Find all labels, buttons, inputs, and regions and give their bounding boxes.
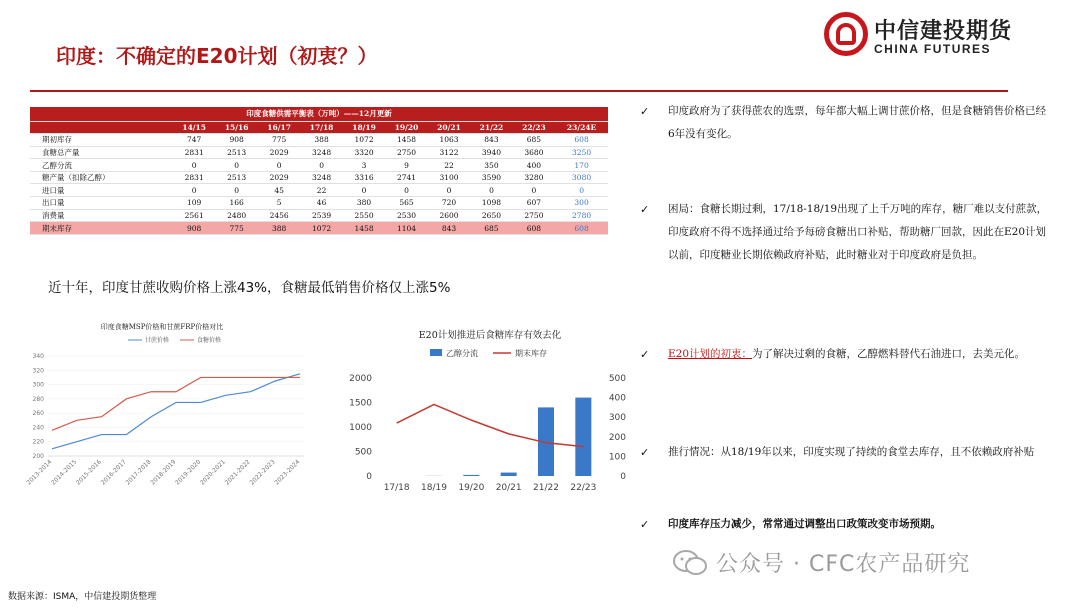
data-source-note: 数据来源：ISMA，中信建投期货整理: [8, 592, 157, 602]
bullet-2-text: 困局：食糖长期过剩，17/18-18/19出现了上千万吨的库存，糖厂难以支付蔗款，印度政府不得不选择通过给予每磅食糖出口补贴，帮助糖厂回款，因此在E20计划以前，印度糖业长期依赖政府补贴，此时糖业对于印度政府是负担。: [668, 203, 1048, 261]
bullet-1: [640, 100, 1050, 146]
table-header-cell: 16/17: [258, 121, 300, 134]
chart1-y-tick: 280: [32, 395, 44, 403]
chart1-series-line-1: [52, 374, 300, 449]
msp-frp-price-chart: [12, 318, 312, 498]
chart2-left-tick: 0: [366, 472, 372, 482]
chart1-x-tick: 2015-2016: [74, 458, 104, 487]
table-header-cell: 22/23: [513, 121, 555, 134]
table-cell: 5: [258, 197, 300, 210]
table-cell: 775: [215, 222, 257, 235]
table-cell: 720: [428, 197, 470, 210]
table-cell: 608: [513, 222, 555, 235]
chart1-legend-series-1: 甘蔗价格: [145, 337, 170, 344]
table-cell: 2780: [555, 209, 608, 222]
price-headline: 近十年，印度甘蔗收购价格上涨43%，食糖最低销售价格仅上涨5%: [48, 280, 451, 296]
table-cell: 3680: [513, 146, 555, 159]
table-cell: 2480: [215, 209, 257, 222]
table-cell: 9: [385, 159, 427, 172]
page-title: 印度：不确定的E20计划（初衷？）: [56, 44, 378, 68]
bullet-5-text: 印度库存压力减少，常常通过调整出口政策改变市场预期。: [668, 518, 941, 530]
table-row-label: 糖产量（扣除乙醇）: [30, 171, 173, 184]
table-row: [30, 222, 608, 235]
table-row-label: 进口量: [30, 184, 173, 197]
table-cell: 2741: [385, 171, 427, 184]
title-divider: [30, 90, 1008, 92]
chart2-x-tick: 18/19: [421, 483, 447, 493]
chart2-left-tick: 500: [354, 447, 372, 458]
table-row: [30, 209, 608, 222]
table-row-label: 期末库存: [30, 222, 173, 235]
chart2-right-tick: 0: [620, 472, 626, 482]
chart2-left-tick: 1000: [349, 423, 372, 433]
chart2-stock-line: [397, 404, 584, 446]
table-cell: 22: [428, 159, 470, 172]
chart1-x-tick: 2014-2015: [50, 458, 79, 487]
chart1-y-tick: 300: [32, 381, 44, 389]
bullet-4-text: 推行情况：从18/19年以来，印度实现了持续的食堂去库存，且不依赖政府补贴: [668, 446, 1035, 458]
table-cell: 1458: [385, 134, 427, 147]
table-cell: 565: [385, 197, 427, 210]
table-cell: 0: [215, 184, 257, 197]
chart2-legend-bars: 乙醇分流: [446, 349, 478, 358]
table-cell: 388: [258, 222, 300, 235]
chart1-legend-series-2: 食糖价格: [197, 337, 222, 344]
check-icon: ✓: [640, 446, 650, 459]
table-cell: 3: [343, 159, 385, 172]
chart2-bar: [463, 475, 479, 476]
check-icon: ✓: [640, 518, 650, 531]
table-cell: 908: [173, 222, 215, 235]
table-cell: 2513: [215, 146, 257, 159]
table-cell: 3320: [343, 146, 385, 159]
table-cell: 0: [385, 184, 427, 197]
chart1-x-tick: 2020-2021: [198, 458, 228, 487]
table-cell: 2456: [258, 209, 300, 222]
table-header-cell: 17/18: [300, 121, 342, 134]
logo-chinese-name: 中信建投期货: [874, 19, 1013, 44]
chart1-y-tick: 200: [32, 453, 44, 460]
table-cell: 1458: [343, 222, 385, 235]
bullet-5: [640, 513, 1050, 536]
chart2-bar: [501, 473, 517, 476]
table-cell: 0: [173, 159, 215, 172]
logo-english-name: CHINA FUTURES: [874, 42, 992, 56]
bullet-3: [640, 343, 1050, 366]
table-row-label: 食糖总产量: [30, 146, 173, 159]
table-cell: 2530: [385, 209, 427, 222]
chart1-x-tick: 2013-2014: [25, 458, 54, 487]
table-cell: 0: [258, 159, 300, 172]
table-row: [30, 171, 608, 184]
chart2-right-tick: 500: [608, 374, 626, 384]
table-cell: 2539: [300, 209, 342, 222]
chart2-right-tick: 300: [608, 413, 626, 424]
table-header-cell: 15/16: [215, 121, 257, 134]
table-cell: 170: [555, 159, 608, 172]
chart1-x-tick: 2022-2023: [248, 458, 277, 487]
chart2-right-tick: 400: [608, 393, 626, 404]
chart1-y-tick: 340: [32, 353, 44, 360]
table-cell: 908: [215, 134, 257, 147]
bullet-4: [640, 441, 1050, 464]
chart2-x-tick: 17/18: [383, 483, 410, 493]
table-row: [30, 197, 608, 210]
bullet-3-text: 为了解决过剩的食糖，乙醇燃料替代石油进口，去美元化。: [752, 348, 1026, 360]
table-cell: 2550: [343, 209, 385, 222]
table-header-cell: 19/20: [385, 121, 427, 134]
chart1-y-tick: 220: [32, 438, 44, 446]
chart2-x-tick: 19/20: [458, 483, 485, 493]
table-cell: 0: [470, 184, 512, 197]
table-cell: 0: [428, 184, 470, 197]
table-cell: 46: [300, 197, 342, 210]
watermark-text: 公众号 · CFC农产品研究: [716, 552, 971, 577]
table-cell: 775: [258, 134, 300, 147]
chart1-y-tick: 240: [32, 424, 44, 432]
chart2-right-tick: 200: [608, 432, 626, 443]
table-cell: 3250: [555, 146, 608, 159]
chart1-x-tick: 2017-2018: [124, 458, 153, 487]
chart1-y-tick: 320: [32, 367, 44, 375]
table-header-cell: 23/24E: [555, 121, 608, 134]
table-cell: 2600: [428, 209, 470, 222]
table-cell: 2029: [258, 146, 300, 159]
sugar-balance-table: [30, 107, 608, 235]
chart1-x-tick: 2019-2020: [174, 458, 203, 487]
table-header-cell: 14/15: [173, 121, 215, 134]
check-icon: ✓: [640, 105, 650, 118]
table-header-cell: 18/19: [343, 121, 385, 134]
table-cell: 1072: [343, 134, 385, 147]
table-row-label: 乙醇分流: [30, 159, 173, 172]
table-cell: 3590: [470, 171, 512, 184]
table-cell: 0: [513, 184, 555, 197]
table-header-cell: [30, 121, 173, 134]
table-row-label: 出口量: [30, 197, 173, 210]
bullet-1-text: 印度政府为了获得蔗农的选票，每年都大幅上调甘蔗价格，但是食糖销售价格已经6年没有变化。: [668, 105, 1046, 140]
table-cell: 2750: [513, 209, 555, 222]
table-cell: 1072: [300, 222, 342, 235]
bullet-2: [640, 198, 1050, 267]
chart1-title: 印度食糖MSP价格和甘蔗FRP价格对比: [100, 323, 224, 331]
table-cell: 350: [470, 159, 512, 172]
chart2-legend-line: 期末库存: [515, 349, 547, 358]
table-cell: 608: [555, 222, 608, 235]
chart1-x-tick: 2023-2024: [273, 458, 302, 487]
table-cell: 2831: [173, 171, 215, 184]
chart1-y-tick: 260: [32, 410, 44, 418]
chart1-x-tick: 2021-2022: [223, 458, 252, 487]
table-cell: 0: [343, 184, 385, 197]
table-row: [30, 159, 608, 172]
table-cell: 3940: [470, 146, 512, 159]
bullet-3-highlight: E20计划的初衷：: [668, 348, 753, 360]
table-cell: 3316: [343, 171, 385, 184]
chart2-bar: [575, 398, 591, 476]
chart2-left-tick: 1500: [349, 398, 372, 409]
table-cell: 166: [215, 197, 257, 210]
table-cell: 607: [513, 197, 555, 210]
table-cell: 3280: [513, 171, 555, 184]
table-cell: 843: [428, 222, 470, 235]
china-futures-logo-icon: [824, 12, 868, 56]
chart2-right-tick: 100: [608, 452, 626, 463]
chart2-x-tick: 21/22: [533, 483, 559, 493]
table-cell: 3122: [428, 146, 470, 159]
table-cell: 400: [513, 159, 555, 172]
chart1-x-tick: 2018-2019: [149, 458, 178, 487]
table-cell: 1063: [428, 134, 470, 147]
chart2-x-tick: 20/21: [495, 483, 522, 493]
table-cell: 2750: [385, 146, 427, 159]
table-cell: 685: [513, 134, 555, 147]
table-cell: 388: [300, 134, 342, 147]
table-cell: 0: [215, 159, 257, 172]
table-cell: 109: [173, 197, 215, 210]
table-cell: 0: [555, 184, 608, 197]
table-cell: 0: [300, 159, 342, 172]
table-cell: 3100: [428, 171, 470, 184]
table-row-label: 消费量: [30, 209, 173, 222]
table-cell: 3080: [555, 171, 608, 184]
table-cell: 2650: [470, 209, 512, 222]
table-row: [30, 134, 608, 147]
table-cell: 843: [470, 134, 512, 147]
chart2-left-tick: 2000: [349, 374, 372, 384]
e20-stock-chart: [330, 326, 630, 496]
table-cell: 0: [173, 184, 215, 197]
table-cell: 3248: [300, 146, 342, 159]
table-cell: 685: [470, 222, 512, 235]
chart1-series-line-2: [52, 377, 300, 430]
table-cell: 2831: [173, 146, 215, 159]
table-cell: 2513: [215, 171, 257, 184]
check-icon: ✓: [640, 203, 650, 216]
table-cell: 608: [555, 134, 608, 147]
table-cell: 2029: [258, 171, 300, 184]
table-header-cell: 20/21: [428, 121, 470, 134]
chart2-title: E20计划推进后食糖库存有效去化: [418, 330, 562, 341]
table-cell: 1104: [385, 222, 427, 235]
check-icon: ✓: [640, 348, 650, 361]
table-cell: 45: [258, 184, 300, 197]
chart1-x-tick: 2016-2017: [99, 458, 128, 487]
table-caption: 印度食糖供需平衡表（万吨）——12月更新: [30, 107, 608, 121]
table-cell: 380: [343, 197, 385, 210]
wechat-icon: [672, 548, 708, 578]
table-cell: 747: [173, 134, 215, 147]
table-cell: 22: [300, 184, 342, 197]
chart2-x-tick: 22/23: [570, 483, 597, 493]
table-cell: 1098: [470, 197, 512, 210]
table-cell: 2561: [173, 209, 215, 222]
table-cell: 300: [555, 197, 608, 210]
table-row-label: 期初库存: [30, 134, 173, 147]
table-header-cell: 21/22: [470, 121, 512, 134]
table-cell: 3248: [300, 171, 342, 184]
table-row: [30, 184, 608, 197]
table-row: [30, 146, 608, 159]
